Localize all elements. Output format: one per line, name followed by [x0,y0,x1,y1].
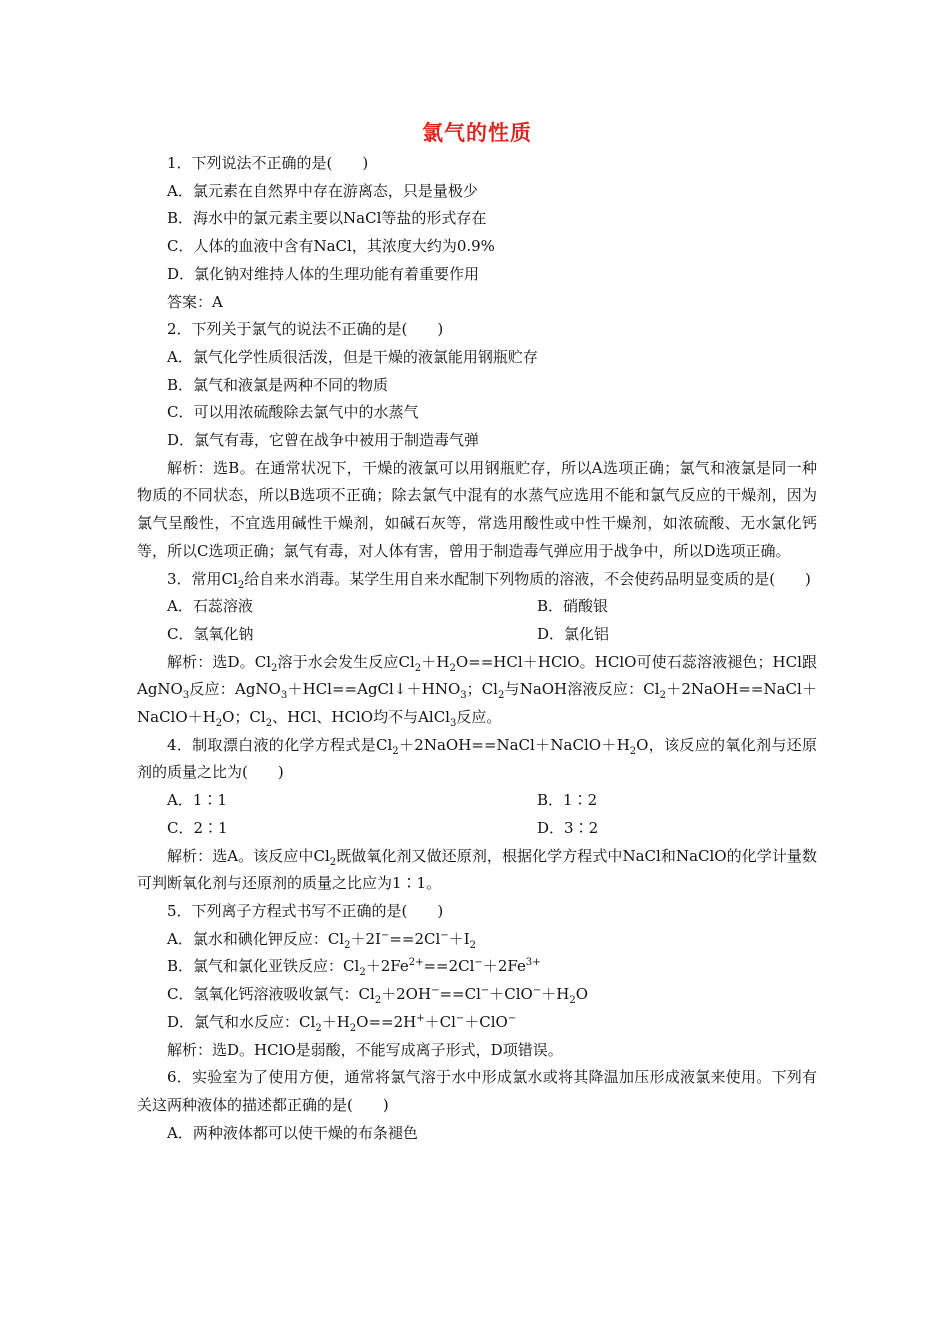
subscript: 2 [414,662,422,674]
text-run: ＋I [448,929,470,948]
text-run: ==Cl [439,985,481,1004]
subscript: 2 [344,939,351,951]
subscript: 2 [329,856,337,868]
subscript: 3 [182,690,190,702]
superscript: 3+ [525,957,541,969]
question-3-options-row-2 [137,621,817,649]
text-run: 解析：选D。Cl [167,652,272,671]
subscript: 2 [359,967,366,979]
text-run: ＋H [421,652,450,671]
question-1-answer: 答案：A [167,292,223,311]
q3-stem-text-2: 给自来水消毒。某学生用自来水配制下列物质的溶液，不会使药品明显变质的是( ) [244,569,811,588]
question-1-option-c: C．人体的血液中含有NaCl，其浓度大约为0.9% [167,237,495,256]
question-4-stem [137,732,817,787]
subscript: 2 [215,718,223,730]
question-5-stem: 5．下列离子方程式书写不正确的是( ) [167,901,444,920]
text-run: ＋2NaOH==NaCl＋NaClO＋H [398,735,630,754]
question-5-option-d [137,1009,817,1037]
subscript: 3 [460,690,467,702]
question-3-option-c: C．氢氧化钠 [167,624,254,643]
question-5-option-a [137,926,817,954]
superscript: + [416,1012,425,1024]
subscript: 2 [497,690,505,702]
subscript: 2 [659,690,666,702]
question-4-option-d: D．3∶2 [537,818,599,837]
text-run: ＋H [541,985,570,1004]
question-4-options-row-1 [137,787,817,815]
text-run: O [575,985,589,1004]
question-6-option-a: A．两种液体都可以使干燥的布条褪色 [167,1123,418,1142]
text-run: ＋Cl [424,1012,456,1031]
question-2-option-b: B．氯气和液氯是两种不同的物质 [167,375,389,394]
text-run: ＋H [321,1012,350,1031]
question-5-option-b [137,953,817,981]
question-5-analysis: 解析：选D。HClO是弱酸，不能写成离子形式，D项错误。 [167,1040,563,1059]
question-5-option-c [137,981,817,1009]
question-3-option-a: A．石蕊溶液 [167,597,253,616]
text-run: A．氯水和碘化钾反应：Cl [167,929,345,948]
text-run: ；Cl [466,680,498,699]
question-4-analysis [137,843,817,898]
question-2-option-d: D．氯气有毒，它曾在战争中被用于制造毒气弹 [167,431,480,450]
text-run: 溶于水会发生反应Cl [277,652,415,671]
q3-stem-subscript: 2 [237,579,245,591]
text-run: ＋HCl==AgCl↓＋HNO [287,680,461,699]
text-run: O；Cl [222,708,266,727]
text-run: ＋2I [350,929,381,948]
subscript: 2 [271,662,278,674]
text-run: ＋2Fe [482,957,526,976]
text-run: ＋2Fe [365,957,409,976]
text-run: ==2Cl [423,957,475,976]
subscript: 2 [629,745,637,757]
question-1-option-b: B．海水中的氯元素主要以NaCl等盐的形式存在 [167,209,487,228]
text-run: C．氢氧化钙溶液吸收氯气：Cl [167,985,375,1004]
text-run: ＋ClO [489,985,533,1004]
question-4-option-b: B．1∶2 [537,791,598,810]
text-run: 4．制取漂白液的化学方程式是Cl [167,735,393,754]
text-run: 与NaOH溶液反应：Cl [504,680,660,699]
subscript: 2 [449,662,456,674]
text-run: O==HCl＋HClO。HClO可使石蕊溶液褪色；HCl跟AgNO [137,652,817,699]
text-run: 反应。 [456,708,502,727]
text-run: D．氯气和水反应：Cl [167,1012,316,1031]
question-3-option-b: B．硝酸银 [537,597,609,616]
superscript: − [380,929,390,941]
subscript: 2 [265,718,273,730]
text-run: 既做氧化剂又做还原剂，根据化学方程式中NaCl和NaClO的化学计量数可判断氧化剂与还原剂的质量之比应为1∶1。 [137,846,817,893]
superscript: − [440,929,449,941]
question-2-analysis: 解析：选B。在通常状况下，干燥的液氯可以用钢瓶贮存，所以A选项正确；氯气和液氯是同一种物质的不同状态，所以B选项不正确；除去氯气中混有的水蒸气应选用不能和氯气反应的干燥剂，因为氯气呈酸性，不宜选用碱性干燥剂，如碱石灰等，常选用酸性或中性干燥剂，如浓硫酸、无水氯化钙等，所以C选项正确；氯气有毒，对人体有害，曾用于制造毒气弹应用于战争中，所以D选项正确。 [137,458,817,560]
subscript: 2 [392,745,399,757]
subscript: 2 [469,939,477,951]
text-run: 、HCl、HClO均不与AlCl [272,708,450,727]
superscript: − [507,1012,517,1024]
text-run: O，该反应的氧化剂与还原剂的质量之比为( ) [137,735,817,782]
text-run: ==2Cl [389,929,441,948]
question-3-option-d: D．氯化铝 [537,624,610,643]
question-3-analysis [137,649,817,732]
superscript: 2+ [408,957,424,969]
text-run: B．氯气和氯化亚铁反应：Cl [167,957,360,976]
superscript: − [474,957,483,969]
superscript: − [431,985,440,997]
subscript: 2 [349,1022,357,1034]
question-2-option-a: A．氯气化学性质很活泼，但是干燥的液氯能用钢瓶贮存 [167,347,538,366]
subscript: 2 [374,995,382,1007]
question-4-option-c: C．2∶1 [167,818,228,837]
subscript: 3 [449,718,457,730]
text-run: ＋2NaOH==NaCl＋NaClO＋H [137,680,817,727]
superscript: − [480,985,490,997]
text-run: 反应：AgNO [189,680,281,699]
document-page [137,118,817,1147]
text-run: ＋2OH [381,985,432,1004]
subscript: 3 [280,690,288,702]
text-run: 解析：选A。该反应中Cl [167,846,330,865]
text-run: O==2H [356,1012,417,1031]
q3-stem-text: 3．常用Cl [167,569,238,588]
page-title: 氯气的性质 [422,120,532,145]
question-1-option-d: D．氯化钠对维持人体的生理功能有着重要作用 [167,264,480,283]
superscript: − [532,985,542,997]
question-1-option-a: A．氯元素在自然界中存在游离态，只是量极少 [167,181,478,200]
question-4-option-a: A．1∶1 [167,791,227,810]
question-2-stem: 2．下列关于氯气的说法不正确的是( ) [167,320,444,339]
text-run: ＋ClO [464,1012,508,1031]
question-4-options-row-2 [137,815,817,843]
question-2-option-c: C．可以用浓硫酸除去氯气中的水蒸气 [167,403,419,422]
superscript: − [455,1012,465,1024]
question-6-stem: 6．实验室为了使用方便，通常将氯气溶于水中形成氯水或将其降温加压形成液氯来使用。下列有关这两种液体的描述都正确的是( ) [137,1068,817,1114]
question-3-stem [137,566,817,594]
question-3-options-row-1 [137,593,817,621]
question-1-stem: 1．下列说法不正确的是( ) [167,154,369,172]
subscript: 2 [569,995,576,1007]
subscript: 2 [315,1022,322,1034]
